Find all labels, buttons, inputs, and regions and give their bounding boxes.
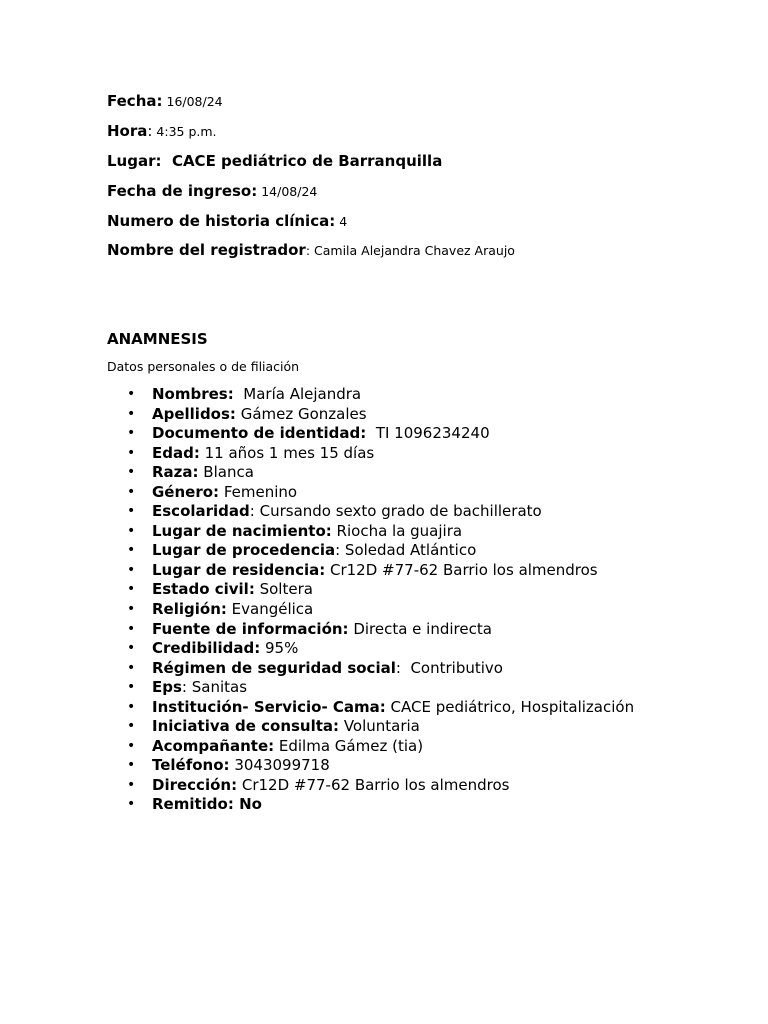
list-item — [0, 756, 634, 776]
hora-value: 4:35 p.m. — [152, 124, 217, 139]
list-item-value: : Soledad Atlántico — [335, 541, 477, 560]
bullet-icon: • — [127, 757, 136, 774]
list-item — [0, 795, 634, 815]
list-item-value: Edilma Gámez (tia) — [274, 736, 424, 755]
list-item — [0, 424, 634, 444]
list-item-label: Eps — [152, 678, 182, 697]
list-item-value: TI 1096234240 — [366, 424, 490, 443]
list-item-label: Nombres: — [152, 385, 234, 403]
list-item-label: Raza: — [152, 463, 199, 482]
list-item-value: 95% — [260, 639, 299, 658]
bullet-icon: • — [127, 405, 136, 422]
list-item-value: Femenino — [219, 482, 298, 501]
list-item-value: Gámez Gonzales — [235, 404, 367, 423]
personal-data-list — [0, 385, 634, 815]
bullet-icon: • — [127, 444, 136, 461]
list-item-value: CACE pediátrico, Hospitalización — [385, 697, 635, 716]
list-item — [0, 737, 634, 757]
list-item — [0, 522, 634, 542]
bullet-icon: • — [127, 483, 136, 500]
bullet-icon: • — [127, 581, 136, 598]
lugar-label: Lugar: — [107, 152, 162, 170]
lugar-line — [107, 151, 442, 171]
list-item — [0, 600, 634, 620]
list-item — [0, 541, 634, 561]
bullet-icon: • — [127, 542, 136, 559]
list-item — [0, 561, 634, 581]
list-item — [0, 678, 634, 698]
list-item — [0, 385, 634, 405]
list-item-value: Evangélica — [226, 600, 314, 619]
bullet-icon: • — [127, 737, 136, 754]
bullet-icon: • — [127, 796, 136, 813]
list-item-value: : Sanitas — [181, 678, 248, 697]
fecha-ingreso-label: Fecha de ingreso: — [107, 182, 258, 200]
list-item-value: Riocha la guajira — [331, 521, 463, 540]
list-item-value: Directa e indirecta — [348, 619, 492, 638]
fecha-label: Fecha: — [107, 92, 163, 110]
registrador-label: Nombre del registrador — [107, 241, 306, 259]
bullet-icon: • — [127, 561, 136, 578]
list-item-label: Dirección: — [152, 775, 238, 794]
list-item-value: : Contributivo — [395, 658, 503, 677]
registrador-line — [107, 240, 515, 261]
bullet-icon: • — [127, 522, 136, 539]
list-item-label: Género: — [152, 482, 220, 501]
fecha-ingreso-line — [107, 181, 317, 202]
list-item-label: Documento de identidad: — [152, 424, 367, 443]
list-item-label: Escolaridad — [152, 502, 250, 521]
list-item-value: Blanca — [198, 463, 254, 482]
list-item-value: Cr12D #77-62 Barrio los almendros — [237, 775, 510, 794]
historia-clinica-label: Numero de historia clínica: — [107, 212, 336, 230]
bullet-icon: • — [127, 640, 136, 657]
list-item-label: Lugar de procedencia — [152, 541, 336, 560]
list-item-value: Cr12D #77-62 Barrio los almendros — [325, 560, 598, 579]
list-item — [0, 659, 634, 679]
list-item-label: Régimen de seguridad social — [152, 658, 396, 677]
bullet-icon: • — [127, 679, 136, 696]
historia-clinica-value: 4 — [335, 214, 348, 229]
list-item-label: Institución- Servicio- Cama: — [152, 697, 386, 716]
bullet-icon: • — [127, 425, 136, 442]
bullet-icon: • — [127, 698, 136, 715]
historia-clinica-line — [107, 211, 347, 232]
bullet-icon: • — [127, 386, 136, 402]
list-item-value: : Cursando sexto grado de bachillerato — [249, 502, 542, 521]
list-item-label: Remitido: No — [152, 795, 262, 814]
bullet-icon: • — [127, 659, 136, 676]
list-item — [0, 405, 634, 425]
bullet-icon: • — [127, 464, 136, 481]
list-item-label: Acompañante: — [152, 736, 275, 755]
list-item-value: Soltera — [254, 580, 313, 599]
registrador-value: Camila Alejandra Chavez Araujo — [310, 243, 515, 258]
list-item-value: Voluntaria — [339, 717, 420, 736]
bullet-icon: • — [127, 601, 136, 618]
hora-separator: : — [147, 122, 153, 140]
hora-label: Hora — [107, 122, 148, 140]
fecha-value: 16/08/24 — [162, 94, 223, 109]
lugar-value: CACE pediátrico de Barranquilla — [161, 152, 443, 170]
list-item — [0, 776, 634, 796]
list-item-label: Religión: — [152, 600, 227, 619]
list-item-label: Credibilidad: — [152, 639, 261, 658]
list-item — [0, 639, 634, 659]
fecha-ingreso-value: 14/08/24 — [257, 184, 318, 199]
list-item — [0, 463, 634, 483]
list-item-label: Lugar de residencia: — [152, 560, 326, 579]
list-item-label: Lugar de nacimiento: — [152, 521, 332, 540]
list-item — [0, 483, 634, 503]
hora-line — [107, 121, 217, 142]
list-item-value: María Alejandra — [233, 385, 362, 403]
registrador-separator: : — [305, 243, 311, 258]
list-item — [0, 444, 634, 464]
anamnesis-title: ANAMNESIS — [107, 330, 208, 348]
bullet-icon: • — [127, 620, 136, 637]
list-item — [0, 698, 634, 718]
list-item-label: Apellidos: — [152, 404, 236, 423]
list-item-label: Edad: — [152, 443, 200, 462]
list-item-label: Estado civil: — [152, 580, 255, 599]
list-item-label: Fuente de información: — [152, 619, 349, 638]
list-item — [0, 580, 634, 600]
bullet-icon: • — [127, 776, 136, 793]
bullet-icon: • — [127, 718, 136, 735]
list-item — [0, 620, 634, 640]
bullet-icon: • — [127, 503, 136, 520]
list-item — [0, 502, 634, 522]
anamnesis-subtitle: Datos personales o de filiación — [107, 359, 300, 374]
list-item-value: 11 años 1 mes 15 días — [199, 443, 375, 462]
list-item-label: Iniciativa de consulta: — [152, 717, 340, 736]
list-item-label: Teléfono: — [152, 756, 230, 775]
fecha-line — [107, 91, 223, 112]
list-item — [0, 717, 634, 737]
list-item-value: 3043099718 — [229, 756, 330, 775]
